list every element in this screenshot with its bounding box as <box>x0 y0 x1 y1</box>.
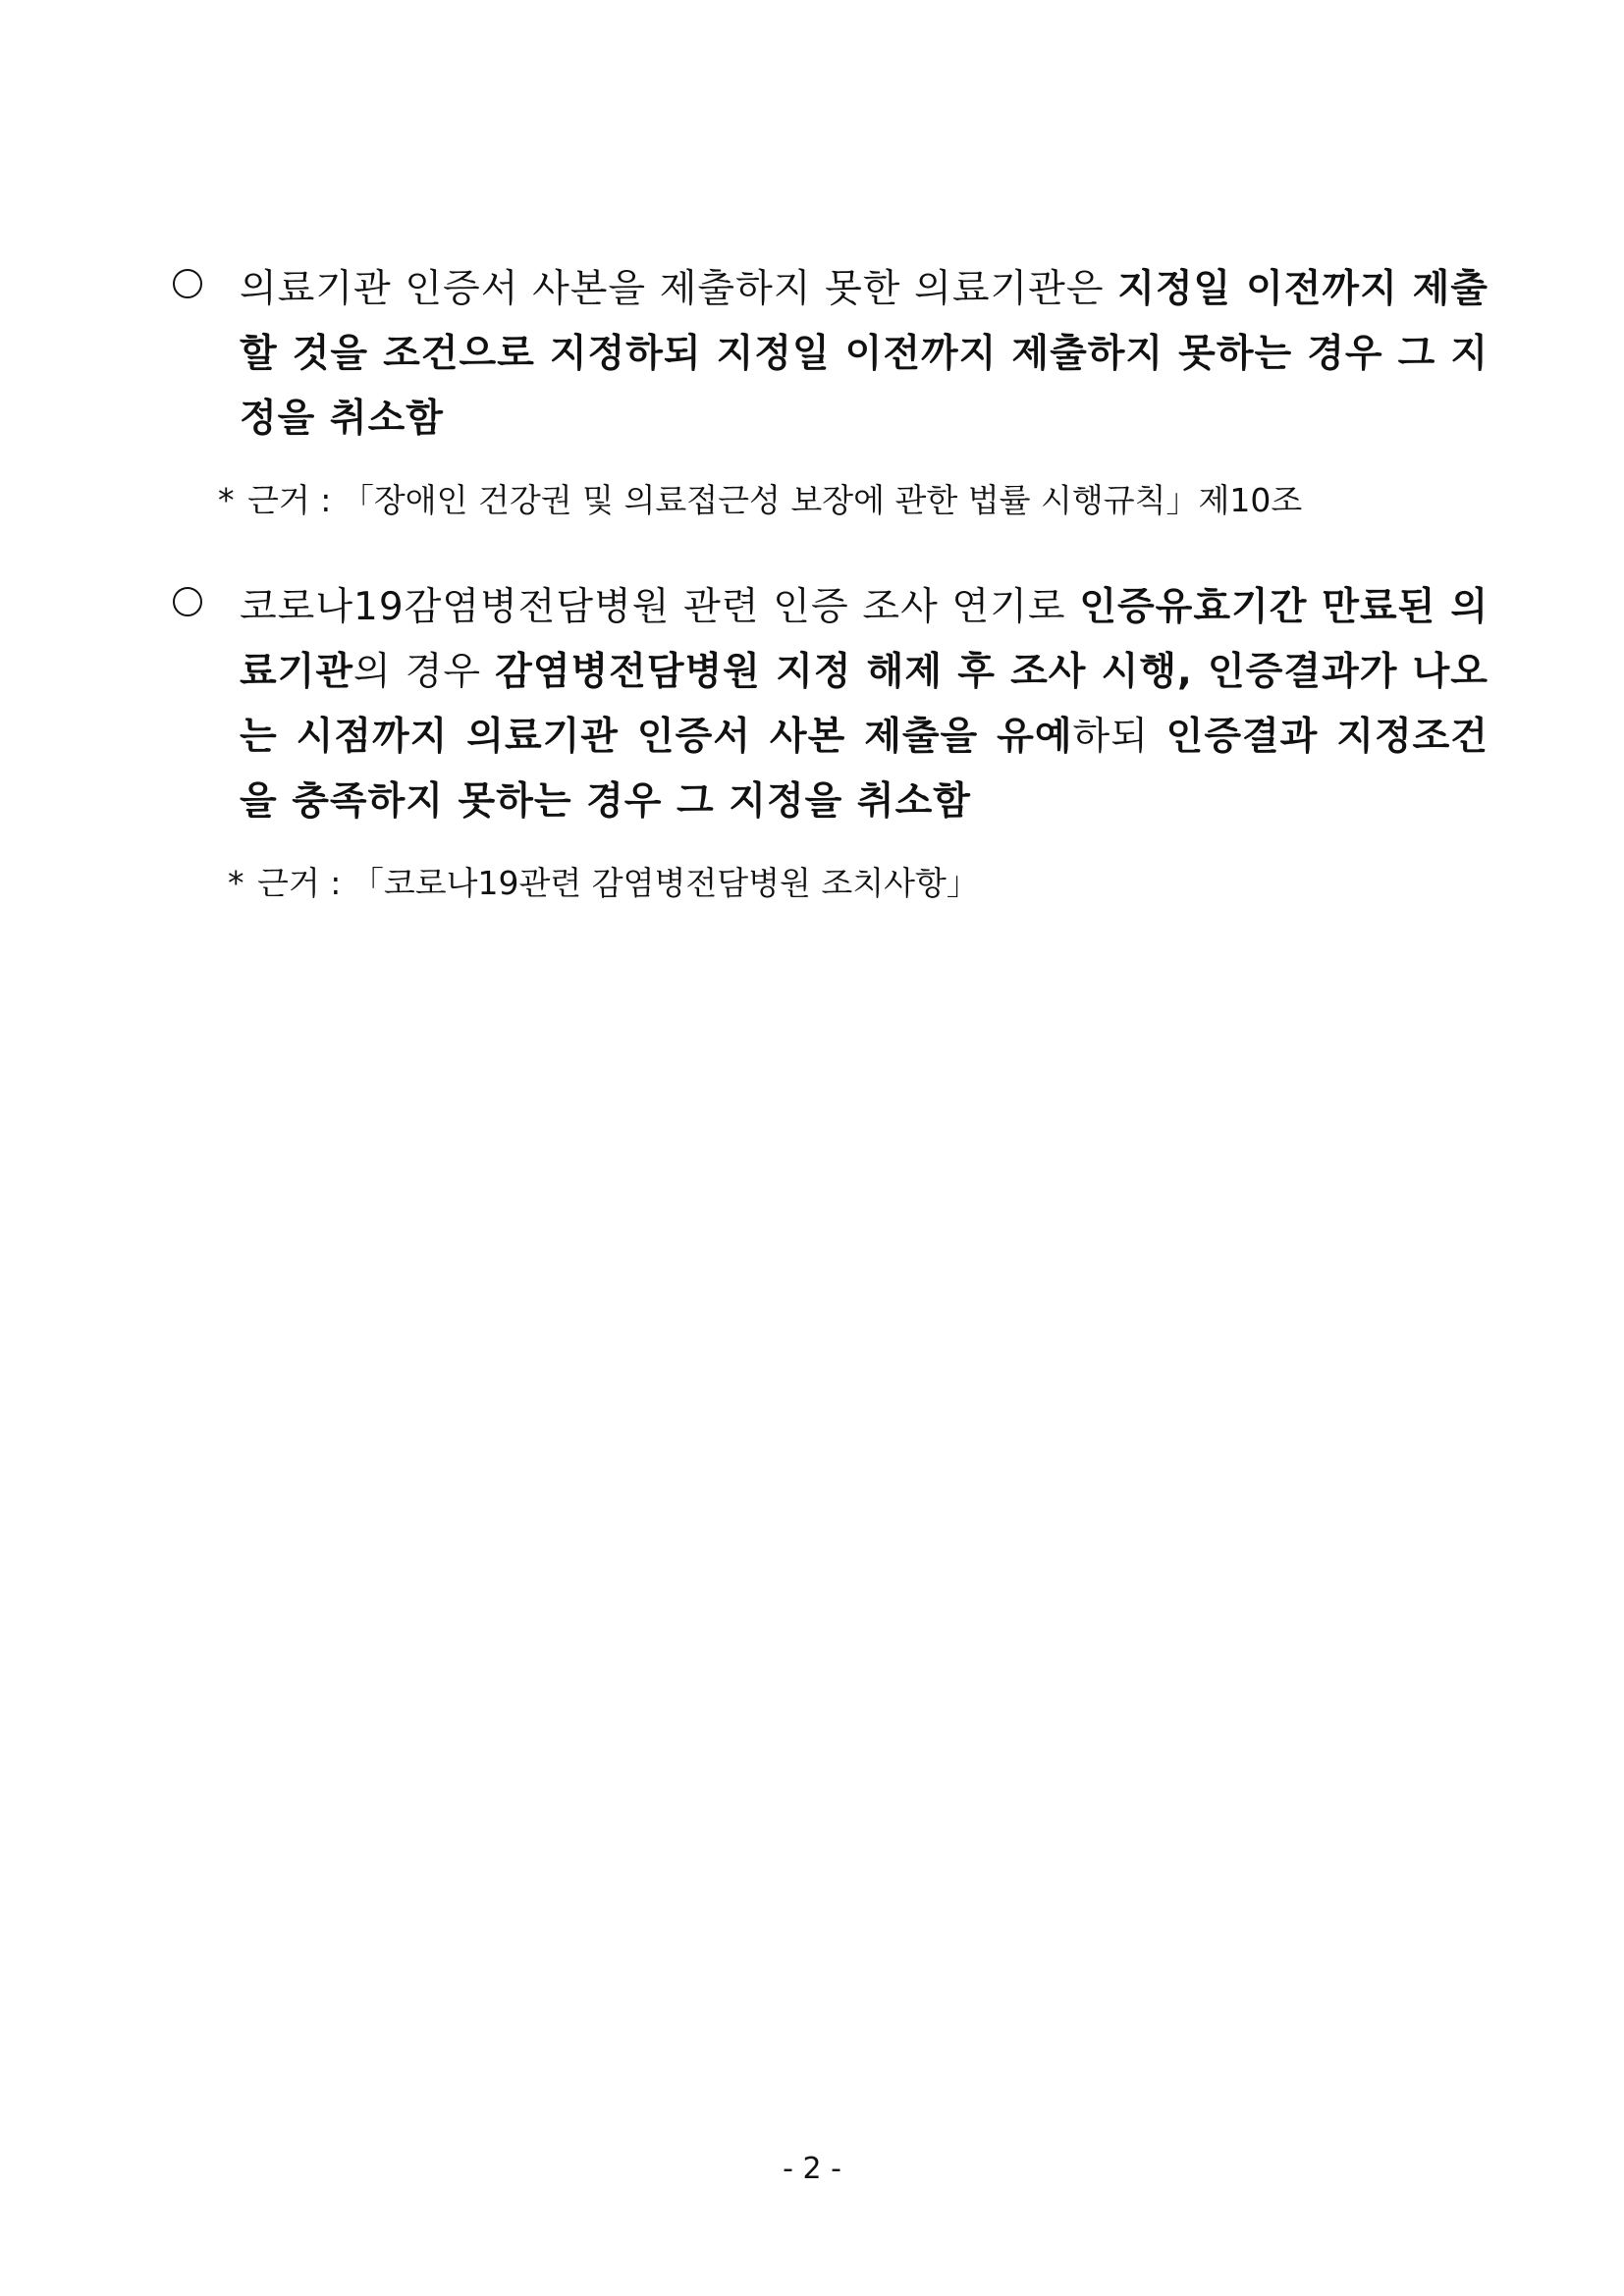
item-2-text-1: 코로나19감염병전담병원 관련 인증 조사 연기로 <box>240 585 1080 629</box>
note-asterisk: * <box>218 481 235 519</box>
item-1-note-text: 근거 : 「장애인 건강권 및 의료접근성 보장에 관한 법률 시행규칙」제10조 <box>247 481 1303 519</box>
item-2-text-2: 의 경우 <box>353 650 496 694</box>
item-1-emphasis: 지정일 이전까지 제출할 것을 조건으로 지정하되 지정일 이전까지 제출하지 못하는 경우 그 지정을 취소함 <box>240 267 1489 441</box>
item-2-text-3: 하되 <box>1072 715 1166 759</box>
item-2-paragraph <box>240 575 1489 834</box>
item-2-emphasis-1: 인증유효기간 만료된 의료기관 <box>240 585 1489 694</box>
item-2-emphasis-3: 인증결과 지정조건을 충족하지 못하는 경우 그 지정을 취소함 <box>240 715 1489 824</box>
item-1-paragraph <box>240 257 1489 452</box>
item-2-note-text: 근거 : 「코로나19관련 감염병전담병원 조치사항」 <box>257 864 979 902</box>
circle-bullet-icon <box>173 269 202 298</box>
item-1-note <box>218 479 1302 522</box>
circle-bullet-icon <box>173 587 202 616</box>
note-asterisk: * <box>228 864 244 902</box>
item-1 <box>173 257 1489 452</box>
page-number: - 2 - <box>783 2152 841 2186</box>
item-1-text: 의료기관 인증서 사본을 제출하지 못한 의료기관은 <box>240 267 1118 311</box>
item-2-emphasis-2: 감염병전담병원 지정 해제 후 조사 시행, 인증결과가 나오는 시점까지 의료기관 인증서 사본 제출을 유예 <box>240 650 1489 759</box>
item-2 <box>173 575 1489 834</box>
item-2-note <box>228 862 979 905</box>
